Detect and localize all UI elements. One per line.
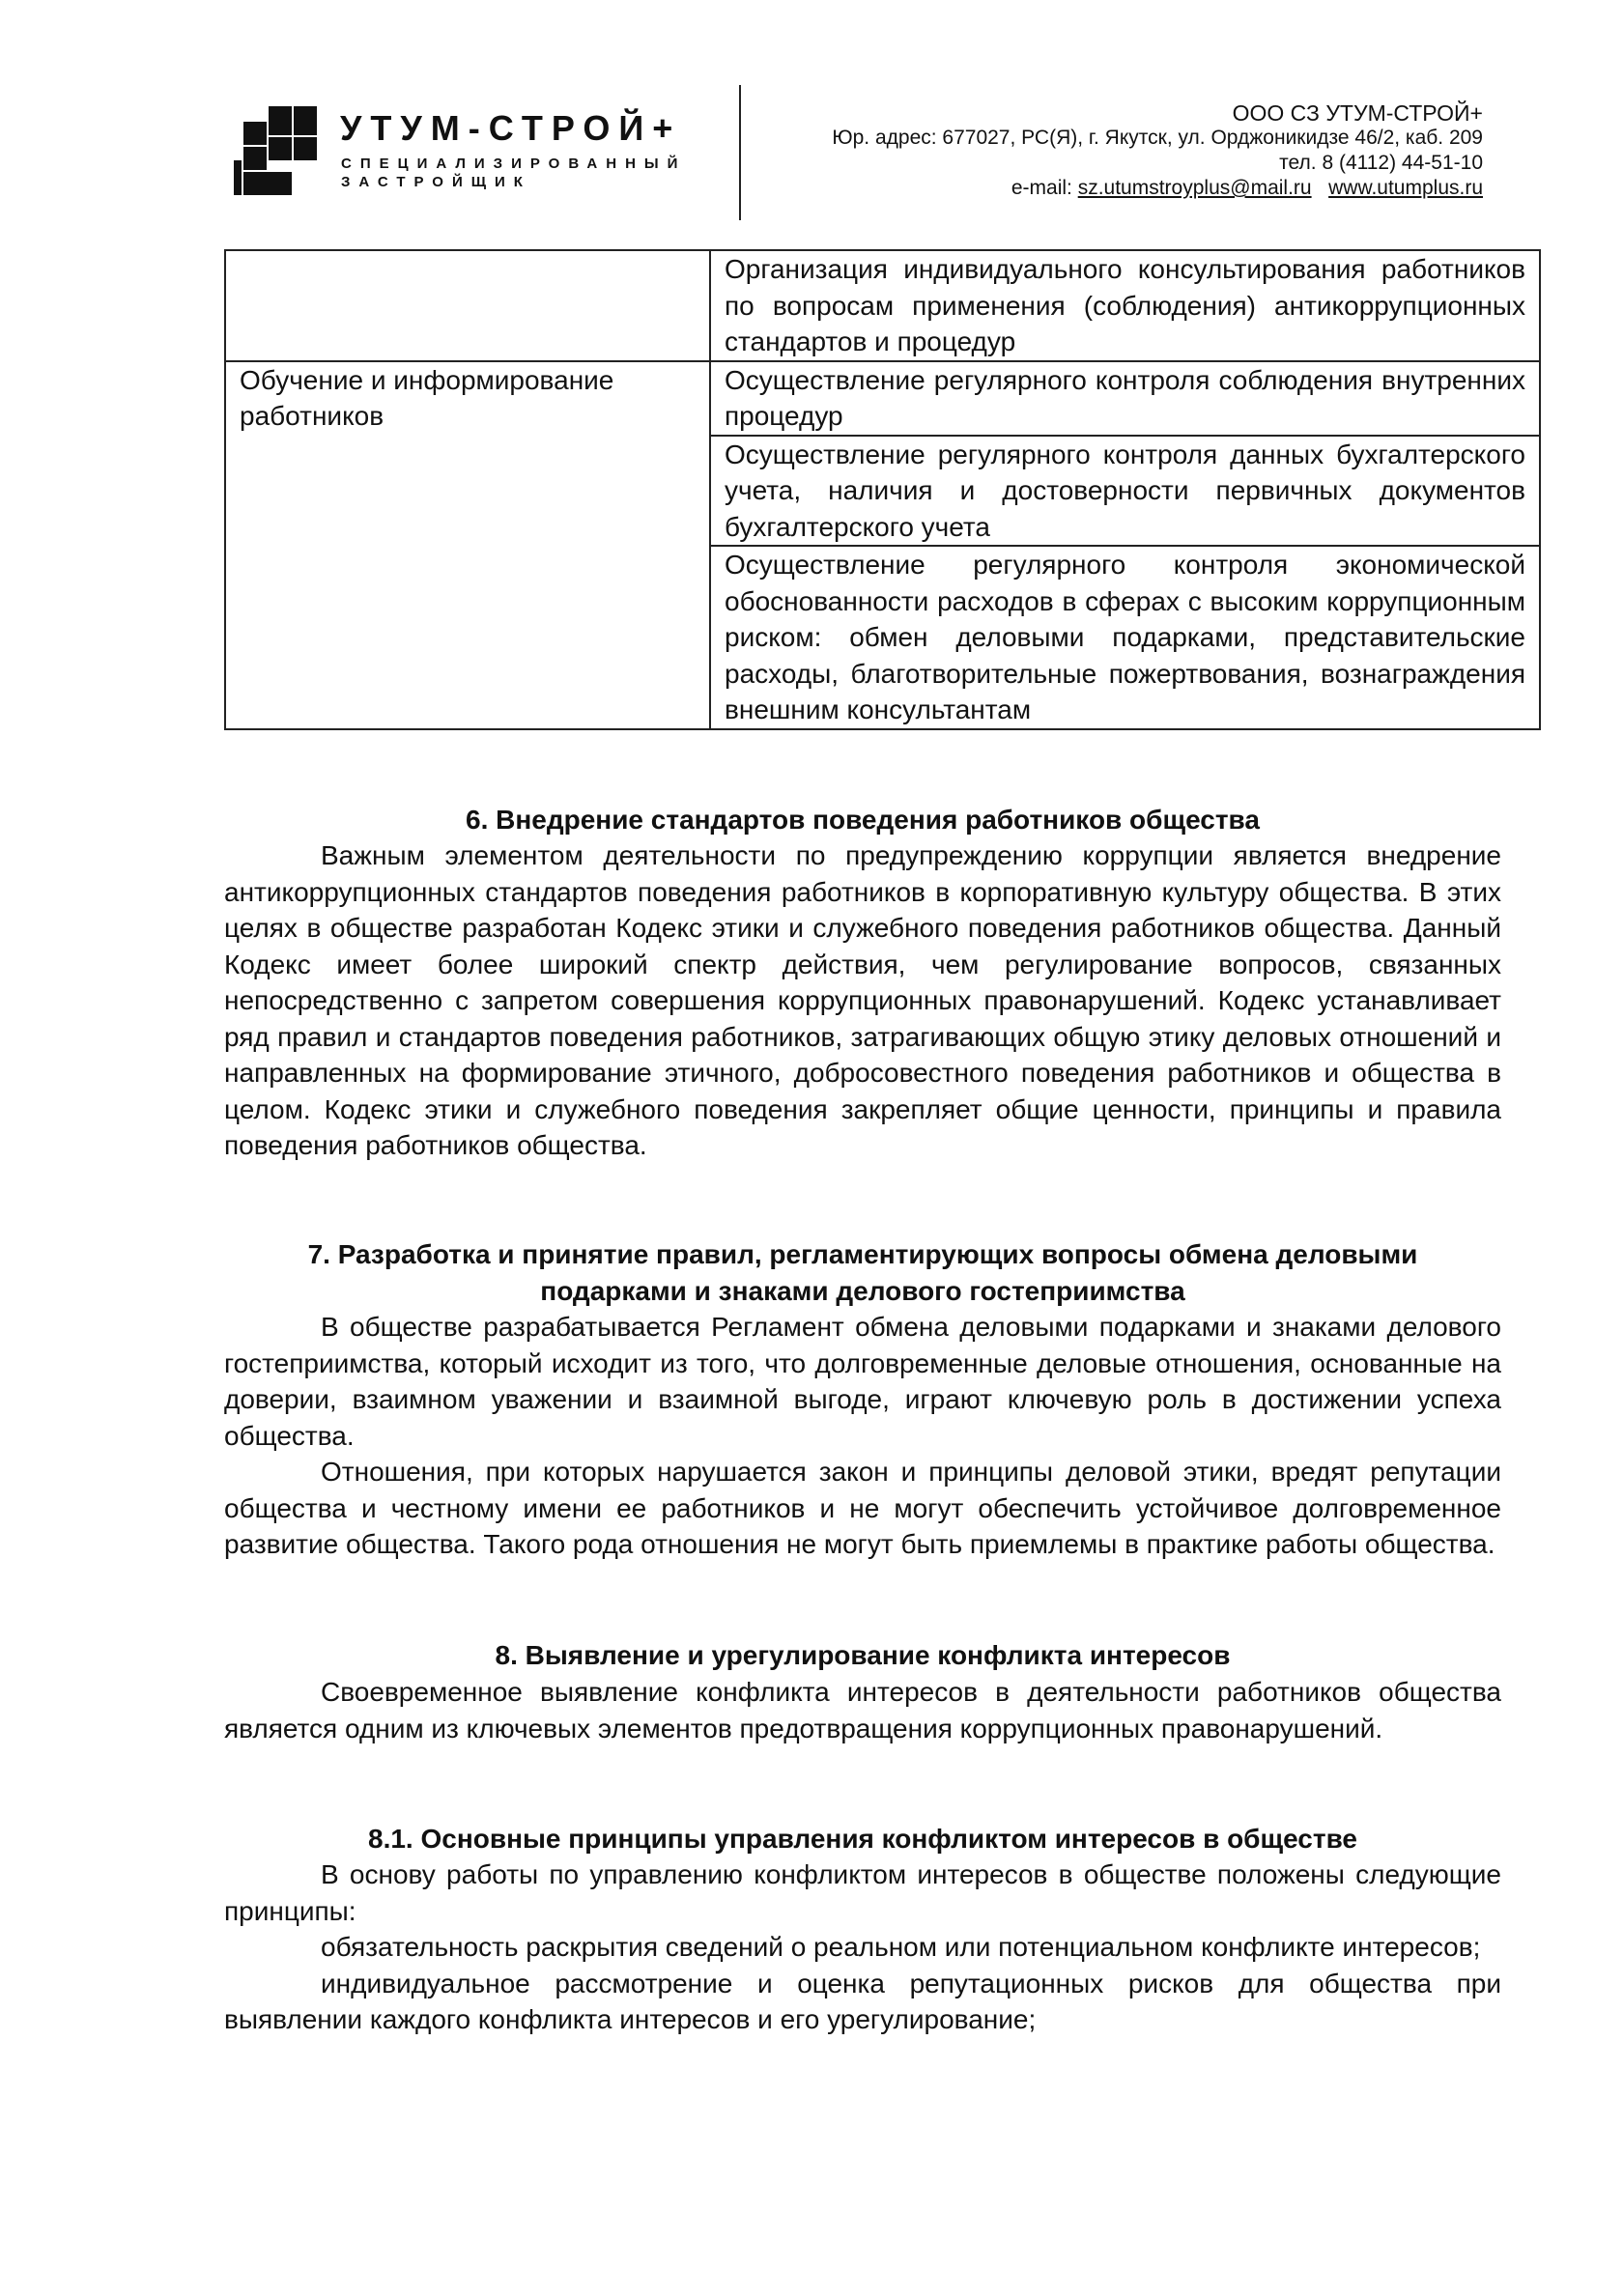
section-7-heading-line-1: 7. Разработка и принятие правил, регламентирующих вопросы обмена деловыми	[307, 1239, 1418, 1269]
contact-info	[832, 100, 1483, 201]
paragraph: индивидуальное рассмотрение и оценка репутационных рисков для общества при выявлении каждого конфликта интересов и его урегулирование;	[224, 1968, 1501, 2034]
section-7-body	[224, 1309, 1501, 1563]
measures-table	[224, 249, 1541, 730]
phone: тел. 8 (4112) 44-51-10	[1279, 152, 1483, 174]
section-7-heading	[224, 1236, 1501, 1309]
table-row	[225, 361, 1540, 436]
logo-subtitle	[341, 155, 686, 191]
company-logo-icon	[234, 106, 321, 195]
section-8-body	[224, 1674, 1501, 1746]
table-cell-empty	[225, 250, 710, 361]
section-8-1-heading: 8.1. Основные принципы управления конфликтом интересов в обществе	[368, 1824, 1357, 1854]
table-cell: Осуществление регулярного контроля данных бухгалтерского учета, наличия и достоверности первичных документов бухгалтерского учета	[710, 436, 1540, 547]
email-web-line	[832, 176, 1483, 201]
table-cell: Организация индивидуального консультирования работников по вопросам применения (соблюдения) антикоррупционных стандартов и процедур	[710, 250, 1540, 361]
email-link[interactable]: sz.utumstroyplus@mail.ru	[1077, 177, 1312, 199]
logo-subtitle-line-1: СПЕЦИАЛИЗИРОВАННЫЙ	[341, 156, 687, 172]
email-label: e-mail:	[1011, 177, 1072, 199]
paragraph: Отношения, при которых нарушается закон и принципы деловой этики, вредят репутации общества и честному имени ее работников и не могут обеспечить устойчивое долговременное развитие общества. Такого рода отношения не могут быть приемлемы в практике работы общества.	[224, 1457, 1501, 1559]
logo-title: УТУМ-СТРОЙ+	[340, 108, 682, 148]
website-link[interactable]: www.utumplus.ru	[1328, 177, 1483, 199]
paragraph: Своевременное выявление конфликта интересов в деятельности работников общества является одним из ключевых элементов предотвращения коррупционных правонарушений.	[224, 1677, 1501, 1743]
section-7-heading-line-2: подарками и знаками делового гостеприимства	[540, 1275, 1185, 1306]
company-name: ООО СЗ УТУМ-СТРОЙ+	[1232, 100, 1483, 126]
logo-subtitle-line-2: ЗАСТРОЙЩИК	[341, 174, 531, 190]
section-8-1-body	[224, 1857, 1501, 2038]
table-row	[225, 250, 1540, 361]
paragraph: В основу работы по управлению конфликтом интересов в обществе положены следующие принципы:	[224, 1859, 1501, 1926]
section-8-heading: 8. Выявление и урегулирование конфликта интересов	[495, 1640, 1231, 1670]
address: Юр. адрес: 677027, РС(Я), г. Якутск, ул. Орджоникидзе 46/2, каб. 209	[832, 127, 1483, 149]
paragraph: Важным элементом деятельности по предупреждению коррупции является внедрение антикоррупционных стандартов поведения работников в корпоративную культуру общества. В этих целях в обществе разработан Кодекс этики и служебного поведения работников общества. Данный Кодекс имеет более широкий спектр действия, чем регулирование вопросов, связанных непосредственно с запретом совершения коррупционных правонарушений. Кодекс устанавливает ряд правил и стандартов поведения работников, затрагивающих общую этику деловых отношений и направленных на формирование этичного, добросовестного поведения работников и общества в целом. Кодекс этики и служебного поведения закрепляет общие ценности, принципы и правила поведения работников общества.	[224, 840, 1501, 1160]
section-6-body	[224, 837, 1501, 1164]
table-cell: Осуществление регулярного контроля экономической обоснованности расходов в сферах с высоким коррупционным риском: обмен деловыми подарками, представительские расходы, благотворительные пожертвования, вознаграждения внешним консультантам	[710, 546, 1540, 729]
header-divider	[739, 85, 741, 220]
table-cell: Осуществление регулярного контроля соблюдения внутренних процедур	[710, 361, 1540, 436]
section-6-heading: 6. Внедрение стандартов поведения работников общества	[466, 805, 1260, 835]
table-cell-category: Обучение и информирование работников	[225, 361, 710, 729]
paragraph: В обществе разрабатывается Регламент обмена деловыми подарками и знаками делового гостеприимства, который исходит из того, что долговременные деловые отношения, основанные на доверии, взаимном уважении и взаимной выгоде, играют ключевую роль в достижении успеха общества.	[224, 1312, 1501, 1451]
paragraph: обязательность раскрытия сведений о реальном или потенциальном конфликте интересов;	[321, 1932, 1481, 1962]
